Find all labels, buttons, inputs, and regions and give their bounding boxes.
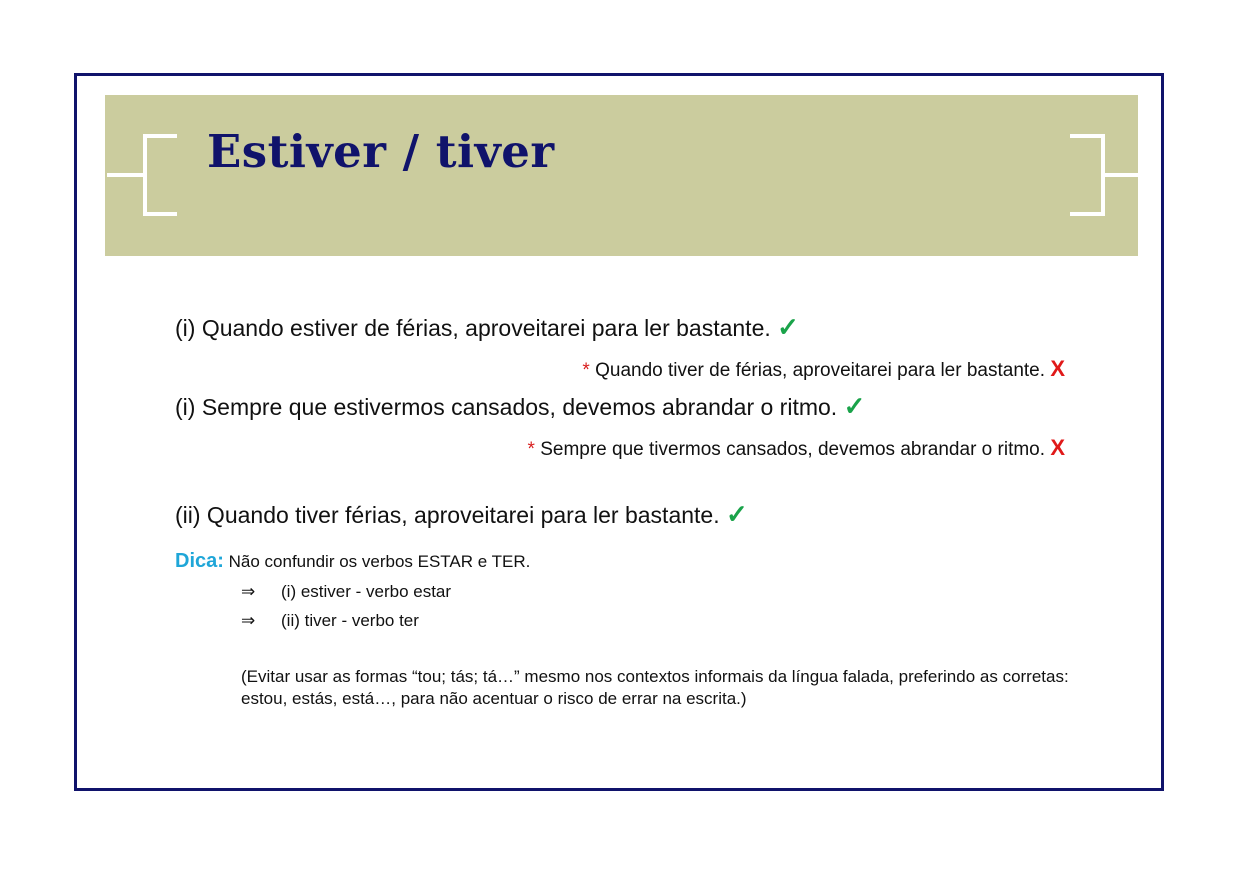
- check-icon: ✓: [726, 499, 748, 529]
- dica-note: (Evitar usar as formas “tou; tás; tá…” mesmo nos contextos informais da língua falada, preferindo as corretas: estou, estás, está…, para não acentuar o risco de errar na escrita.): [241, 667, 1069, 708]
- dica-label: Dica:: [175, 550, 224, 572]
- cross-icon: X: [1050, 435, 1065, 460]
- asterisk-marker: *: [582, 360, 590, 381]
- right-bracket-icon: [1068, 133, 1140, 219]
- example-text: (i) Quando estiver de férias, aproveitarei para ler bastante.: [175, 315, 771, 341]
- left-bracket-icon: [105, 133, 180, 219]
- page-title: Estiver / tiver: [207, 125, 555, 178]
- example-text: (ii) Quando tiver férias, aproveitarei para ler bastante.: [175, 502, 720, 528]
- implies-arrow-icon: ⇒: [241, 582, 256, 601]
- dica-item-text: (ii) tiver - verbo ter: [281, 611, 419, 630]
- dica-line: [175, 550, 530, 573]
- dica-item-2: [241, 611, 419, 631]
- example-correct-2: [175, 391, 865, 422]
- title-banner: [105, 95, 1138, 256]
- dica-item-text: (i) estiver - verbo estar: [281, 582, 452, 601]
- example-text: Sempre que tivermos cansados, devemos abrandar o ritmo.: [540, 439, 1046, 460]
- example-text: (i) Sempre que estivermos cansados, devemos abrandar o ritmo.: [175, 394, 838, 420]
- check-icon: ✓: [777, 312, 799, 342]
- slide-frame: [74, 73, 1164, 791]
- cross-icon: X: [1050, 356, 1065, 381]
- example-correct-3: [175, 499, 748, 530]
- example-incorrect-2: [528, 435, 1065, 461]
- dica-text: Não confundir os verbos ESTAR e TER.: [228, 552, 531, 571]
- example-incorrect-1: [582, 356, 1065, 382]
- asterisk-marker: *: [527, 439, 535, 460]
- implies-arrow-icon: ⇒: [241, 611, 256, 630]
- check-icon: ✓: [843, 391, 866, 421]
- example-correct-1: [175, 312, 799, 343]
- dica-item-1: [241, 582, 451, 602]
- example-text: Quando tiver de férias, aproveitarei para ler bastante.: [595, 360, 1046, 381]
